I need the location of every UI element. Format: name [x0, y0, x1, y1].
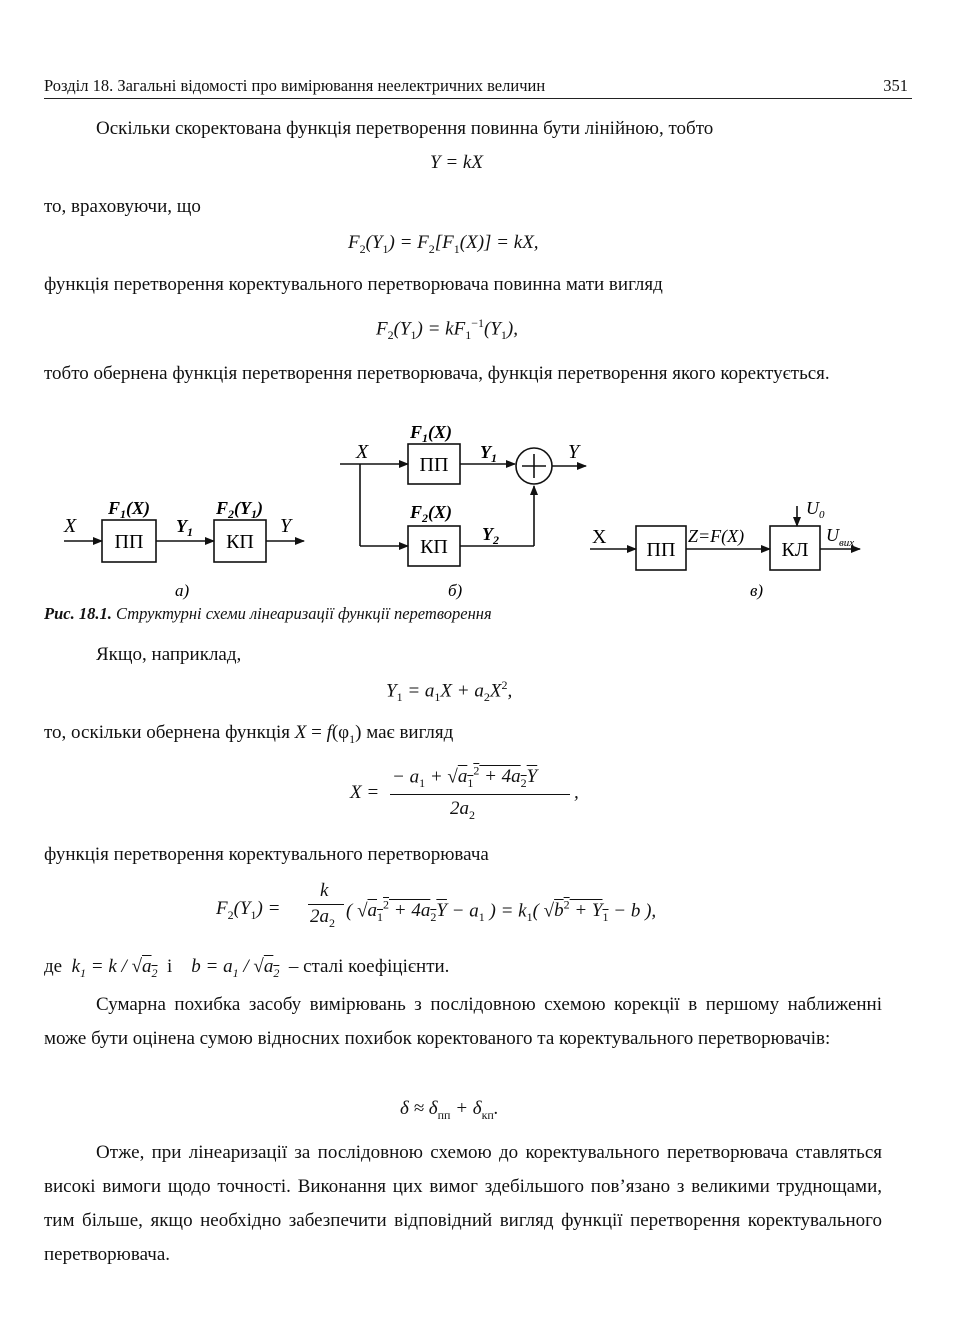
fig-a-block1: ПП [114, 531, 144, 553]
equation-solution: X = − $a_1 + √a_1^2 + 4a_2Y$ $2a_2$ , [350, 764, 579, 822]
fig-b-block1-func: $F_1(X)$ [410, 422, 453, 445]
fig-c-block1: ПП [646, 539, 676, 561]
fig-a-block1-func: $F_1(X)$ [108, 498, 151, 521]
fig-b-signal1: $Y_1$ [480, 442, 497, 465]
paragraph-10: Отже, при лінеаризації за послідовною схемою до коректувального перетворювача ставляться високі вимоги щодо точності. Виконання цих вимог здебільшого пов’язано з великими труднощами, тим більше, якщо необхідно забезпечити відповідний вигляд функції перетворення коректувального перетворювача. [44, 1142, 882, 1265]
fig-c-input: X [592, 526, 607, 548]
fig-a-mid-signal: $Y_1$ [176, 516, 193, 539]
header-rule [44, 98, 912, 99]
paragraph-6: то, оскільки обернена функція $X = f(\varphi_1)$ має вигляд [44, 722, 454, 746]
fig-b-block2-func: $F_2(X)$ [410, 502, 453, 525]
fig-a-output: Y [280, 515, 292, 537]
fig-b-block1: ПП [419, 454, 449, 476]
fig-b-output: Y [568, 441, 580, 463]
paragraph-3: функція перетворення коректувального перетворювача повинна мати вигляд [44, 274, 663, 295]
caption-text: Структурні схеми лінеаризації функції перетворення [115, 604, 492, 623]
fig-c-control: $U_0$ [806, 498, 825, 521]
fig-c-output: $U_{вих}$ [826, 525, 855, 549]
fig-sub-b: б) [448, 581, 463, 600]
fig-b-block2: КП [420, 536, 448, 558]
equation-inverse: $F_2(Y_1) = kF_1^{-1}(Y_1)$, [376, 316, 518, 343]
fig-a-block2-func: $F_2(Y_1)$ [216, 498, 264, 521]
paragraph-5: Якщо, наприклад, [96, 644, 242, 665]
caption-number: Рис. 18.1. [44, 604, 112, 623]
paragraph-8: де $k_1 = k / √a_2$ і $b = a_1 / √a_2$ – сталі коефіцієнти. [44, 956, 450, 980]
p8-suffix: – сталі коефіцієнти. [288, 956, 450, 977]
figure-caption [44, 604, 492, 624]
fig-c-mid-signal: Z=F(X) [688, 526, 745, 546]
page-number: 351 [883, 76, 908, 95]
fig-c-block2: КЛ [781, 539, 809, 561]
paragraph-9: Сумарна похибка засобу вимірювань з послідовною схемою корекції в першому наближенні може бути оцінена сумою відносних похибок коректованого та коректувального перетворювачів: [44, 994, 882, 1049]
fig-sub-a: а) [175, 581, 190, 600]
p8-and: і [167, 956, 173, 977]
fig-sub-c: в) [750, 581, 764, 600]
equation-delta: $\delta \approx \delta_{пп} + \delta_{кп}$. [400, 1098, 499, 1122]
paragraph-4: тобто обернена функція перетворення перетворювача, функція перетворення якого коректується. [44, 363, 830, 384]
equation-compose: $F_2(Y_1) = F_2[F_1(X)]$ = kX, [348, 232, 539, 256]
fig-b-input: X [356, 441, 369, 463]
paragraph-2: то, враховуючи, що [44, 196, 201, 217]
equation-corrector: $F_2(Y_1)$ = k $2a_2$ ( $√a_1^2 + 4a_2Y - a_1$ ) = $k_1$( $√b^2 + Y_1 - b$ ), [216, 880, 657, 930]
paragraph-7: функція перетворення коректувального перетворювача [44, 844, 489, 865]
running-title: Розділ 18. Загальні відомості про вимірювання неелектричних величин [44, 76, 546, 95]
fig-b-signal2: $Y_2$ [482, 524, 499, 547]
equation-quad: $Y_1 = a_1X + a_2X^2$, [386, 678, 513, 705]
paragraph-1: Оскільки скоректована функція перетворення повинна бути лінійною, тобто [96, 118, 714, 139]
fig-a-block2: КП [226, 531, 254, 553]
fig-a-input: X [64, 515, 77, 537]
p8-prefix: де [44, 956, 63, 977]
running-header [44, 76, 912, 96]
figure-18-1 [0, 412, 960, 602]
equation-linear: Y = kX [430, 152, 483, 173]
